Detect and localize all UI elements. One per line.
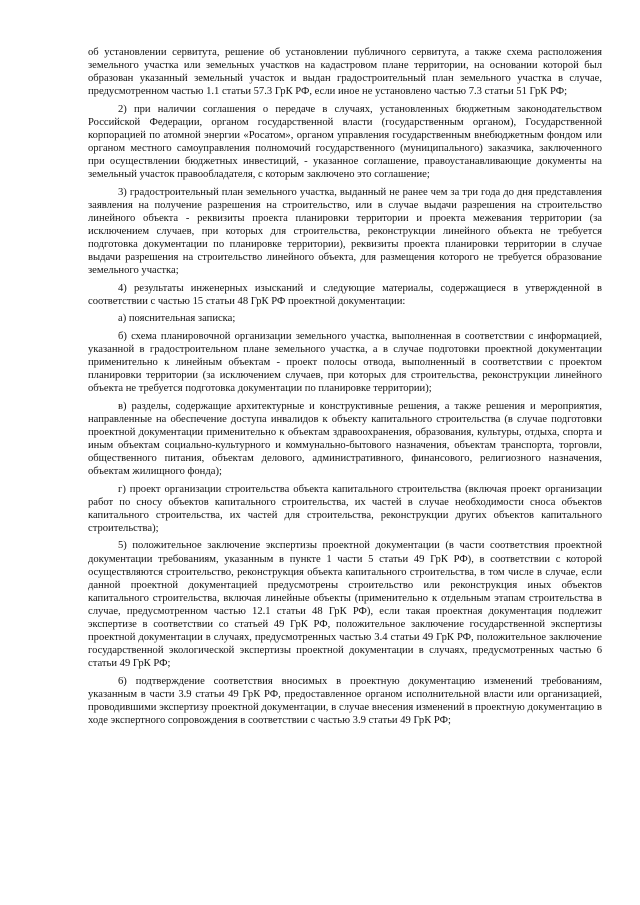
paragraph-subitem-g: г) проект организации строительства объекта капитального строительства (включая проект организации работ по сносу объектов капитального строительства, их частей в случае необходимости сноса объектов капитального строительства, их частей для строительства, реконструкции других объектов капитального строительства); (88, 483, 602, 534)
paragraph-subitem-b: б) схема планировочной организации земельного участка, выполненная в соответствии с информацией, указанной в градостроительном плане земельного участка, а в случае подготовки проектной документации применительно к линейным объектам - проект полосы отвода, выполненный в соответствии с проектом планировки территории (за исключением случаев, при которых для строительства, реконструкции линейного объекта не требуется подготовка документации по планировке территории); (88, 330, 602, 395)
document-page (88, 46, 602, 732)
paragraph-item-3: 3) градостроительный план земельного участка, выданный не ранее чем за три года до дня представления заявления на получение разрешения на строительство, или в случае выдачи разрешения на строительство линейного объекта - реквизиты проекта планировки территории и проекта межевания территории (за исключением случаев, при которых для строительства, реконструкции линейного объекта не требуется подготовка документации по планировке территории), реквизиты проекта планировки территории в случае выдачи разрешения на строительство линейного объекта, для размещения которого не требуется образование земельного участка; (88, 186, 602, 277)
paragraph-item-2: 2) при наличии соглашения о передаче в случаях, установленных бюджетным законодательством Российской Федерации, органом государственной власти (государственным органом), Государственной корпорацией по атомной энергии «Росатом», органом управления государственным внебюджетным фондом или органом местного самоуправления полномочий государственного (муниципального) заказчика, заключенного при осуществлении бюджетных инвестиций, - указанное соглашение, правоустанавливающие документы на земельный участок правообладателя, с которым заключено это соглашение; (88, 103, 602, 181)
paragraph-subitem-v: в) разделы, содержащие архитектурные и конструктивные решения, а также решения и мероприятия, направленные на обеспечение доступа инвалидов к объекту капитального строительства (в случае подготовки проектной документации применительно к объектам здравоохранения, образования, культуры, отдыха, спорта и иным объектам социально-культурного и коммунально-бытового назначения, объектам транспорта, торговли, общественного питания, объектам делового, административного, финансового, религиозного назначения, объектам жилищного фонда); (88, 400, 602, 478)
paragraph-item-5: 5) положительное заключение экспертизы проектной документации (в части соответствия проектной документации требованиям, указанным в пункте 1 части 5 статьи 49 ГрК РФ), в соответствии с которой осуществляются строительство, реконструкция объекта капитального строительства, в том числе в случае, если данной проектной документацией предусмотрены строительство или реконструкция иных объектов капитального строительства, включая линейные объекты (применительно к отдельным этапам строительства в случае, предусмотренном частью 12.1 статьи 48 ГрК РФ), если такая проектная документация подлежит экспертизе в соответствии со статьей 49 ГрК РФ, положительное заключение государственной экспертизы проектной документации в случаях, предусмотренных частью 3.4 статьи 49 ГрК РФ, положительное заключение государственной экологической экспертизы проектной документации в случаях, предусмотренных частью 6 статьи 49 ГрК РФ; (88, 540, 602, 670)
paragraph-subitem-a: а) пояснительная записка; (118, 313, 236, 325)
paragraph-continuation: об установлении сервитута, решение об установлении публичного сервитута, а также схема расположения земельного участка или земельных участков на кадастровом плане территории, на основании которой был образован указанный земельный участок и выдан градостроительный план земельного участка в случае, предусмотренном частью 1.1 статьи 57.3 ГрК РФ, если иное не установлено частью 7.3 статьи 51 ГрК РФ; (88, 47, 602, 98)
paragraph-item-6: 6) подтверждение соответствия вносимых в проектную документацию изменений требованиям, указанным в части 3.9 статьи 49 ГрК РФ, предоставленное органом исполнительной власти или организацией, проводившими экспертизу проектной документации, в случае внесения изменений в проектную документацию в ходе экспертного сопровождения в соответствии с частью 3.9 статьи 49 ГрК РФ; (88, 675, 602, 727)
paragraph-item-4: 4) результаты инженерных изысканий и следующие материалы, содержащиеся в утвержденной в соответствии с частью 15 статьи 48 ГрК РФ проектной документации: (88, 282, 602, 307)
